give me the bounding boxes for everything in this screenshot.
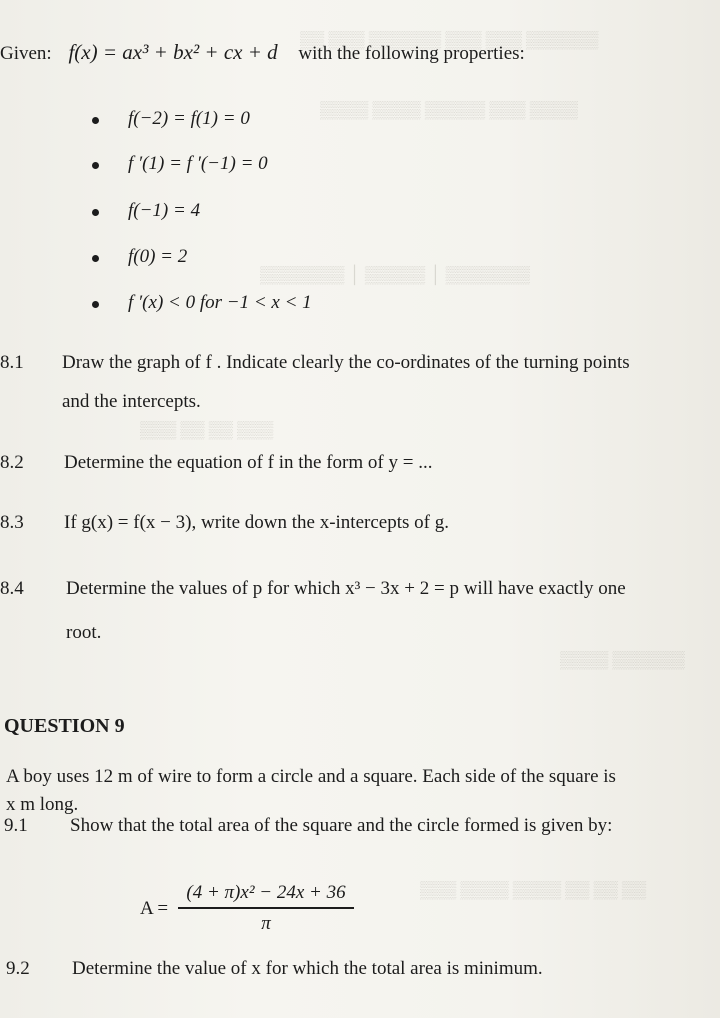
bullet-icon [92, 162, 99, 169]
given-line [0, 40, 525, 65]
question-8-4-text: root. [66, 622, 102, 643]
fraction-bar [178, 907, 354, 909]
formula-numerator: (4 + π)x² − 24x + 36 [186, 882, 346, 903]
bullet-icon [92, 209, 99, 216]
given-label: Given: [0, 43, 52, 64]
question-number: 8.1 [0, 352, 24, 373]
property-item: f(−1) = 4 [128, 200, 201, 221]
bullet-icon [92, 255, 99, 262]
question-9-intro: x m long. [6, 794, 79, 815]
formula-fraction [178, 882, 354, 935]
question-number: 8.3 [0, 512, 24, 533]
question-8-4-text: Determine the values of p for which x³ − 3x + 2 = p will have exactly one [66, 578, 626, 599]
bleed-through-text: ▒▒▒▒ ▒▒▒▒ ▒▒▒▒▒ ▒▒▒ ▒▒▒▒ [320, 100, 578, 119]
bleed-through-text: ▒▒▒▒ ▒▒▒▒▒▒ [560, 650, 685, 669]
question-8-1-text: Draw the graph of f . Indicate clearly the co-ordinates of the turning points [62, 352, 630, 373]
question-9-2-text: Determine the value of x for which the total area is minimum. [72, 958, 543, 979]
bleed-through-text: ▒▒▒ ▒▒▒▒ ▒▒▒▒ ▒▒ ▒▒ ▒▒ [420, 880, 647, 899]
question-8-1-text: and the intercepts. [62, 391, 201, 412]
formula-lhs: A = [140, 898, 169, 919]
question-9-heading: QUESTION 9 [4, 715, 125, 737]
bullet-icon [92, 301, 99, 308]
bleed-through-table: ▒▒▒ ▒▒ ▒▒ ▒▒▒ [140, 420, 274, 439]
bleed-through-text: ▒▒ ▒▒▒ ▒▒▒▒▒▒ ▒▒▒ ▒▒▒ ▒▒▒▒▒▒ [300, 30, 599, 49]
question-8-3-text: If g(x) = f(x − 3), write down the x-intercepts of g. [64, 512, 449, 533]
question-9-intro: A boy uses 12 m of wire to form a circle and a square. Each side of the square is [6, 766, 616, 787]
given-function: f(x) = ax³ + bx² + cx + d [68, 40, 278, 64]
formula-denominator: π [261, 912, 271, 934]
question-number: 9.2 [6, 958, 30, 979]
bullet-icon [92, 117, 99, 124]
property-item: f ′(x) < 0 for −1 < x < 1 [128, 292, 312, 313]
property-item: f ′(1) = f ′(−1) = 0 [128, 153, 268, 174]
question-number: 8.2 [0, 452, 24, 473]
question-8-2-text: Determine the equation of f in the form of y = ... [64, 452, 433, 473]
given-tail: with the following properties: [298, 43, 525, 64]
property-item: f(−2) = f(1) = 0 [128, 108, 250, 129]
question-9-1-text: Show that the total area of the square and the circle formed is given by: [70, 815, 613, 836]
bleed-through-table: ▒▒▒▒▒▒▒ │ ▒▒▒▒▒ │ ▒▒▒▒▒▒▒ [260, 265, 530, 284]
property-item: f(0) = 2 [128, 246, 188, 267]
question-number: 9.1 [4, 815, 28, 836]
question-number: 8.4 [0, 578, 24, 599]
